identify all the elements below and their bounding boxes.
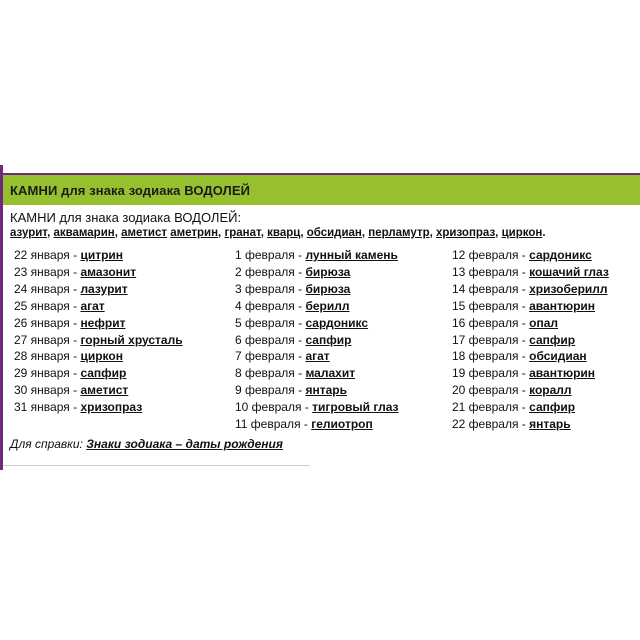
row-separator: - xyxy=(301,400,313,415)
birth-date: 14 февраля xyxy=(452,281,519,296)
birthday-stone-link[interactable]: авантюрин xyxy=(529,298,596,313)
birth-date: 17 февраля xyxy=(452,332,519,347)
date-stone-row xyxy=(452,298,609,315)
birth-date: 10 февраля xyxy=(235,400,302,415)
birthday-stone-link[interactable]: опал xyxy=(529,315,558,330)
birthday-stone-link[interactable]: кошачий глаз xyxy=(529,264,609,279)
stone-separator: , xyxy=(495,227,502,239)
date-stone-row xyxy=(235,332,398,349)
row-separator: - xyxy=(294,248,306,262)
birth-date: 25 января xyxy=(14,298,70,313)
stone-link[interactable]: гранат xyxy=(224,227,261,239)
stone-link[interactable]: аквамарин xyxy=(53,227,115,239)
date-stone-row xyxy=(14,281,183,298)
birthday-stone-link[interactable]: берилл xyxy=(305,298,350,313)
stone-separator: , xyxy=(361,227,369,239)
birthday-stone-link[interactable]: циркон xyxy=(80,349,123,364)
stone-link[interactable]: хризопраз xyxy=(436,227,496,239)
row-separator: - xyxy=(300,417,312,432)
row-separator: - xyxy=(69,332,81,347)
row-separator: - xyxy=(294,315,306,330)
birthday-stone-link[interactable]: сапфир xyxy=(305,332,352,347)
row-separator: - xyxy=(69,298,81,313)
birthday-stone-link[interactable]: хризопраз xyxy=(80,400,143,415)
date-stone-row xyxy=(14,264,183,281)
date-stone-row xyxy=(452,264,609,281)
stone-link[interactable]: перламутр xyxy=(368,227,430,239)
birth-date: 4 февраля xyxy=(235,298,295,313)
page-title: КАМНИ для знака зодиака ВОДОЛЕЙ xyxy=(10,182,251,198)
birthday-stone-link[interactable]: авантюрин xyxy=(529,366,596,381)
birthday-stone-link[interactable]: гелиотроп xyxy=(311,417,373,432)
row-separator: - xyxy=(69,264,81,279)
row-separator: - xyxy=(294,298,306,313)
birthday-stone-link[interactable]: лунный камень xyxy=(305,248,398,262)
reference-prefix: Для справки: xyxy=(10,437,87,451)
row-separator: - xyxy=(69,366,81,381)
row-separator: - xyxy=(518,264,530,279)
birthday-stone-link[interactable]: сардоникс xyxy=(305,315,369,330)
birth-date: 29 января xyxy=(14,366,70,381)
birth-date: 7 февраля xyxy=(235,349,295,364)
birthday-stone-link[interactable]: горный хрусталь xyxy=(80,332,183,347)
stone-separator: . xyxy=(542,227,546,239)
date-stone-row xyxy=(452,281,609,298)
date-stone-row xyxy=(14,399,183,416)
birthday-stone-link[interactable]: коралл xyxy=(529,383,572,398)
date-stone-row xyxy=(452,247,609,264)
row-separator: - xyxy=(69,383,81,398)
zodiac-dates-link[interactable]: Знаки зодиака – даты рождения xyxy=(86,437,283,451)
birth-date: 16 февраля xyxy=(452,315,519,330)
birth-date: 24 января xyxy=(14,281,70,296)
date-stone-row xyxy=(452,365,609,382)
stone-link[interactable]: аметрин xyxy=(170,227,219,239)
intro-block xyxy=(10,210,635,241)
row-separator: - xyxy=(69,349,81,364)
birth-date: 2 февраля xyxy=(235,264,295,279)
row-separator: - xyxy=(294,332,306,347)
stone-separator: , xyxy=(218,227,225,239)
birth-date: 3 февраля xyxy=(235,281,295,296)
date-stone-row xyxy=(452,315,609,332)
date-stone-row xyxy=(452,382,609,399)
birth-date: 22 января xyxy=(14,248,70,262)
row-separator: - xyxy=(518,248,530,262)
birth-date: 9 февраля xyxy=(235,383,295,398)
row-separator: - xyxy=(518,400,530,415)
birthday-stone-link[interactable]: тигровый глаз xyxy=(312,400,399,415)
section-header xyxy=(3,173,640,205)
content-frame xyxy=(0,165,640,470)
birth-date: 26 января xyxy=(14,315,70,330)
birthday-stone-link[interactable]: хризоберилл xyxy=(529,281,608,296)
birthday-stone-link[interactable]: цитрин xyxy=(80,248,124,262)
left-accent-bar xyxy=(0,165,3,470)
date-stone-row xyxy=(235,281,398,298)
date-stone-row xyxy=(235,382,398,399)
date-stone-row xyxy=(235,247,398,264)
row-separator: - xyxy=(518,298,530,313)
date-stone-row xyxy=(452,332,609,349)
row-separator: - xyxy=(294,349,306,364)
date-stone-row xyxy=(235,315,398,332)
row-separator: - xyxy=(294,264,306,279)
birthday-stone-link[interactable]: янтарь xyxy=(529,417,571,432)
bottom-divider xyxy=(3,465,310,466)
date-stone-row xyxy=(235,298,398,315)
column-february-late xyxy=(452,247,609,433)
row-separator: - xyxy=(69,315,81,330)
row-separator: - xyxy=(518,366,530,381)
stone-separator: , xyxy=(114,227,122,239)
birthday-stone-link[interactable]: сапфир xyxy=(529,332,576,347)
date-stone-row xyxy=(14,382,183,399)
row-separator: - xyxy=(294,281,306,296)
row-separator: - xyxy=(69,248,81,262)
birthday-stone-link[interactable]: малахит xyxy=(305,366,356,381)
row-separator: - xyxy=(69,400,81,415)
birthday-stone-link[interactable]: бирюза xyxy=(305,264,351,279)
column-january xyxy=(14,247,183,416)
row-separator: - xyxy=(518,332,530,347)
row-separator: - xyxy=(294,383,306,398)
stone-link[interactable]: кварц xyxy=(267,227,301,239)
birth-date: 5 февраля xyxy=(235,315,295,330)
birthday-stone-link[interactable]: сапфир xyxy=(80,366,127,381)
birth-date: 30 января xyxy=(14,383,70,398)
birthday-stone-link[interactable]: янтарь xyxy=(305,383,347,398)
date-stone-row xyxy=(235,264,398,281)
date-stone-row xyxy=(235,348,398,365)
row-separator: - xyxy=(518,417,530,432)
birth-date: 1 февраля xyxy=(235,248,295,262)
stone-link[interactable]: циркон xyxy=(501,227,543,239)
date-stone-row xyxy=(452,416,609,433)
intro-title: КАМНИ для знака зодиака ВОДОЛЕЙ: xyxy=(10,210,242,225)
birth-date: 13 февраля xyxy=(452,264,519,279)
reference-line xyxy=(10,437,283,451)
row-separator: - xyxy=(518,315,530,330)
row-separator: - xyxy=(294,366,306,381)
birth-date: 28 января xyxy=(14,349,70,364)
row-separator: - xyxy=(518,383,530,398)
date-stone-row xyxy=(235,416,398,433)
stone-separator: , xyxy=(260,227,268,239)
birth-date: 12 февраля xyxy=(452,248,519,262)
stone-link[interactable]: обсидиан xyxy=(306,227,362,239)
date-stone-row xyxy=(14,247,183,264)
birth-date: 22 февраля xyxy=(452,417,519,432)
row-separator: - xyxy=(69,281,81,296)
birth-date: 6 февраля xyxy=(235,332,295,347)
row-separator: - xyxy=(518,349,530,364)
birth-date: 15 февраля xyxy=(452,298,519,313)
stone-separator: , xyxy=(47,227,54,239)
stone-link[interactable]: аметист xyxy=(121,227,168,239)
date-stone-row xyxy=(14,365,183,382)
date-stone-row xyxy=(452,399,609,416)
birth-date: 31 января xyxy=(14,400,70,415)
stone-separator: , xyxy=(429,227,436,239)
stone-link[interactable]: азурит xyxy=(10,227,48,239)
date-stone-row xyxy=(14,332,183,349)
birthday-stones-table xyxy=(14,247,634,432)
date-stone-row xyxy=(235,365,398,382)
birth-date: 11 февраля xyxy=(235,417,301,432)
birth-date: 18 февраля xyxy=(452,349,519,364)
birth-date: 20 февраля xyxy=(452,383,519,398)
birthday-stone-link[interactable]: обсидиан xyxy=(529,349,587,364)
date-stone-row xyxy=(235,399,398,416)
date-stone-row xyxy=(452,348,609,365)
birthday-stone-link[interactable]: нефрит xyxy=(80,315,126,330)
stones-list xyxy=(10,226,635,241)
birthday-stone-link[interactable]: лазурит xyxy=(80,281,128,296)
birth-date: 23 января xyxy=(14,264,70,279)
birthday-stone-link[interactable]: амазонит xyxy=(80,264,137,279)
birth-date: 8 февраля xyxy=(235,366,295,381)
birth-date: 27 января xyxy=(14,332,70,347)
column-february-early xyxy=(235,247,398,433)
date-stone-row xyxy=(14,315,183,332)
date-stone-row xyxy=(14,348,183,365)
row-separator: - xyxy=(518,281,530,296)
stone-separator: , xyxy=(300,227,307,239)
birth-date: 19 февраля xyxy=(452,366,519,381)
birthday-stone-link[interactable]: бирюза xyxy=(305,281,351,296)
birth-date: 21 февраля xyxy=(452,400,519,415)
birthday-stone-link[interactable]: агат xyxy=(80,298,105,313)
birthday-stone-link[interactable]: сапфир xyxy=(529,400,576,415)
birthday-stone-link[interactable]: сардоникс xyxy=(529,248,592,262)
date-stone-row xyxy=(14,298,183,315)
birthday-stone-link[interactable]: аметист xyxy=(80,383,129,398)
birthday-stone-link[interactable]: агат xyxy=(305,349,330,364)
